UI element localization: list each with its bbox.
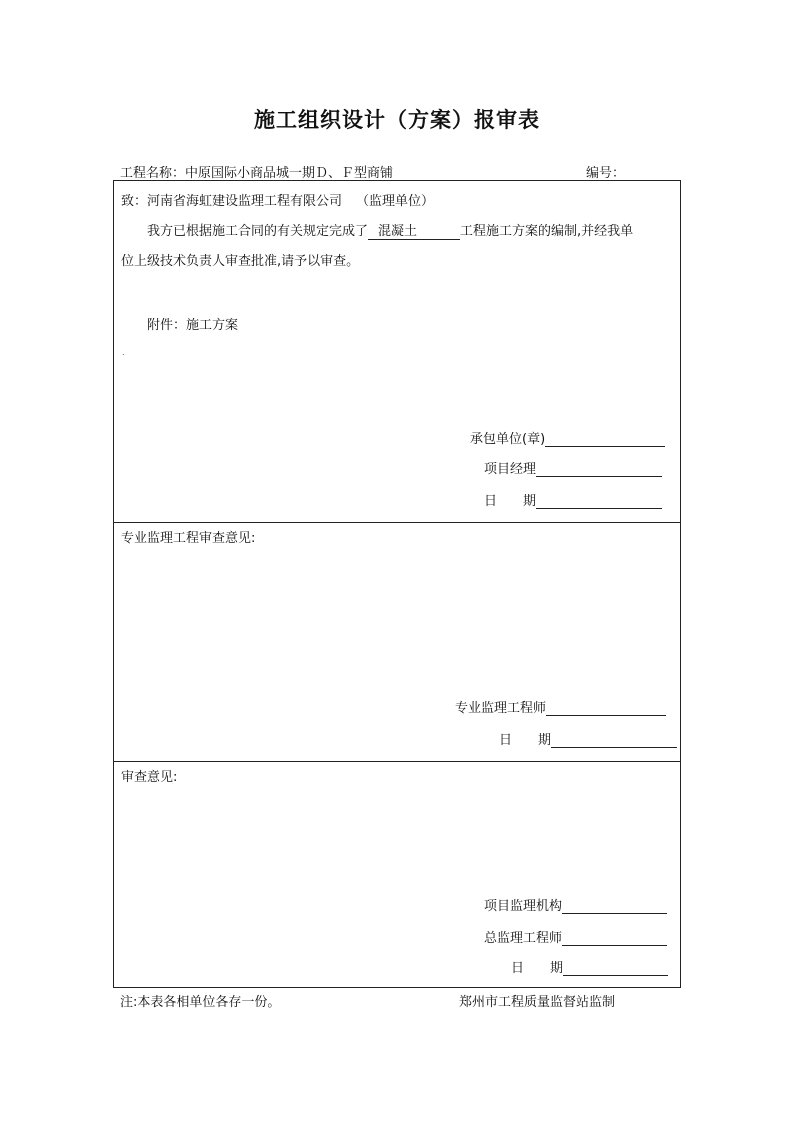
project-manager-row: 项目经理 bbox=[484, 458, 662, 477]
recipient-value: 河南省海虹建设监理工程有限公司 bbox=[147, 194, 343, 209]
section3-date-row: 日 期 bbox=[511, 957, 668, 976]
review-opinion-heading: 审查意见: bbox=[121, 770, 178, 785]
chief-engineer-row: 总监理工程师 bbox=[484, 927, 667, 946]
project-name-label: 工程名称： bbox=[120, 166, 186, 181]
filled-work-item: 混凝土 bbox=[368, 224, 460, 240]
recipient-label: 致： bbox=[121, 194, 148, 209]
section-divider-2 bbox=[114, 761, 680, 762]
recipient-suffix: （监理单位） bbox=[356, 194, 435, 209]
contractor-signature-line bbox=[545, 433, 665, 447]
recipient-line bbox=[121, 190, 434, 209]
project-name bbox=[120, 162, 393, 181]
form-table bbox=[113, 180, 681, 988]
stray-mark: . bbox=[122, 348, 125, 357]
form-title: 施工组织设计（方案）报审表 bbox=[254, 107, 540, 132]
section2-date-line bbox=[551, 734, 677, 748]
chief-engineer-line bbox=[562, 932, 667, 946]
project-name-value: 中原国际小商品城一期Ｄ、Ｆ型商铺 bbox=[185, 166, 394, 181]
section2-date-row: 日 期 bbox=[499, 729, 677, 748]
form-number-label: 编号： bbox=[586, 166, 626, 181]
footer-issuer: 郑州市工程质量监督站监制 bbox=[459, 995, 616, 1010]
contractor-signature-row: 承包单位(章) bbox=[470, 428, 665, 447]
specialist-engineer-line bbox=[546, 702, 666, 716]
attachment-line: 附件：施工方案 bbox=[147, 318, 239, 333]
section3-date-line bbox=[563, 962, 668, 976]
section1-date-row: 日 期 bbox=[484, 490, 662, 509]
supervision-org-line bbox=[562, 900, 667, 914]
submission-text-line1: 我方已根据施工合同的有关规定完成了 混凝土 工程施工方案的编制,并经我单 bbox=[147, 224, 634, 239]
footer-note: 注:本表各相单位各存一份。 bbox=[120, 995, 281, 1010]
project-manager-line bbox=[536, 463, 662, 477]
submission-text-line2: 位上级技术负责人审查批准,请予以审查。 bbox=[121, 254, 360, 269]
section-divider-1 bbox=[114, 522, 680, 523]
section1-date-line bbox=[536, 495, 662, 509]
specialist-review-heading: 专业监理工程审查意见: bbox=[121, 531, 256, 546]
supervision-org-row: 项目监理机构 bbox=[484, 895, 667, 914]
specialist-engineer-row: 专业监理工程师 bbox=[455, 697, 666, 716]
